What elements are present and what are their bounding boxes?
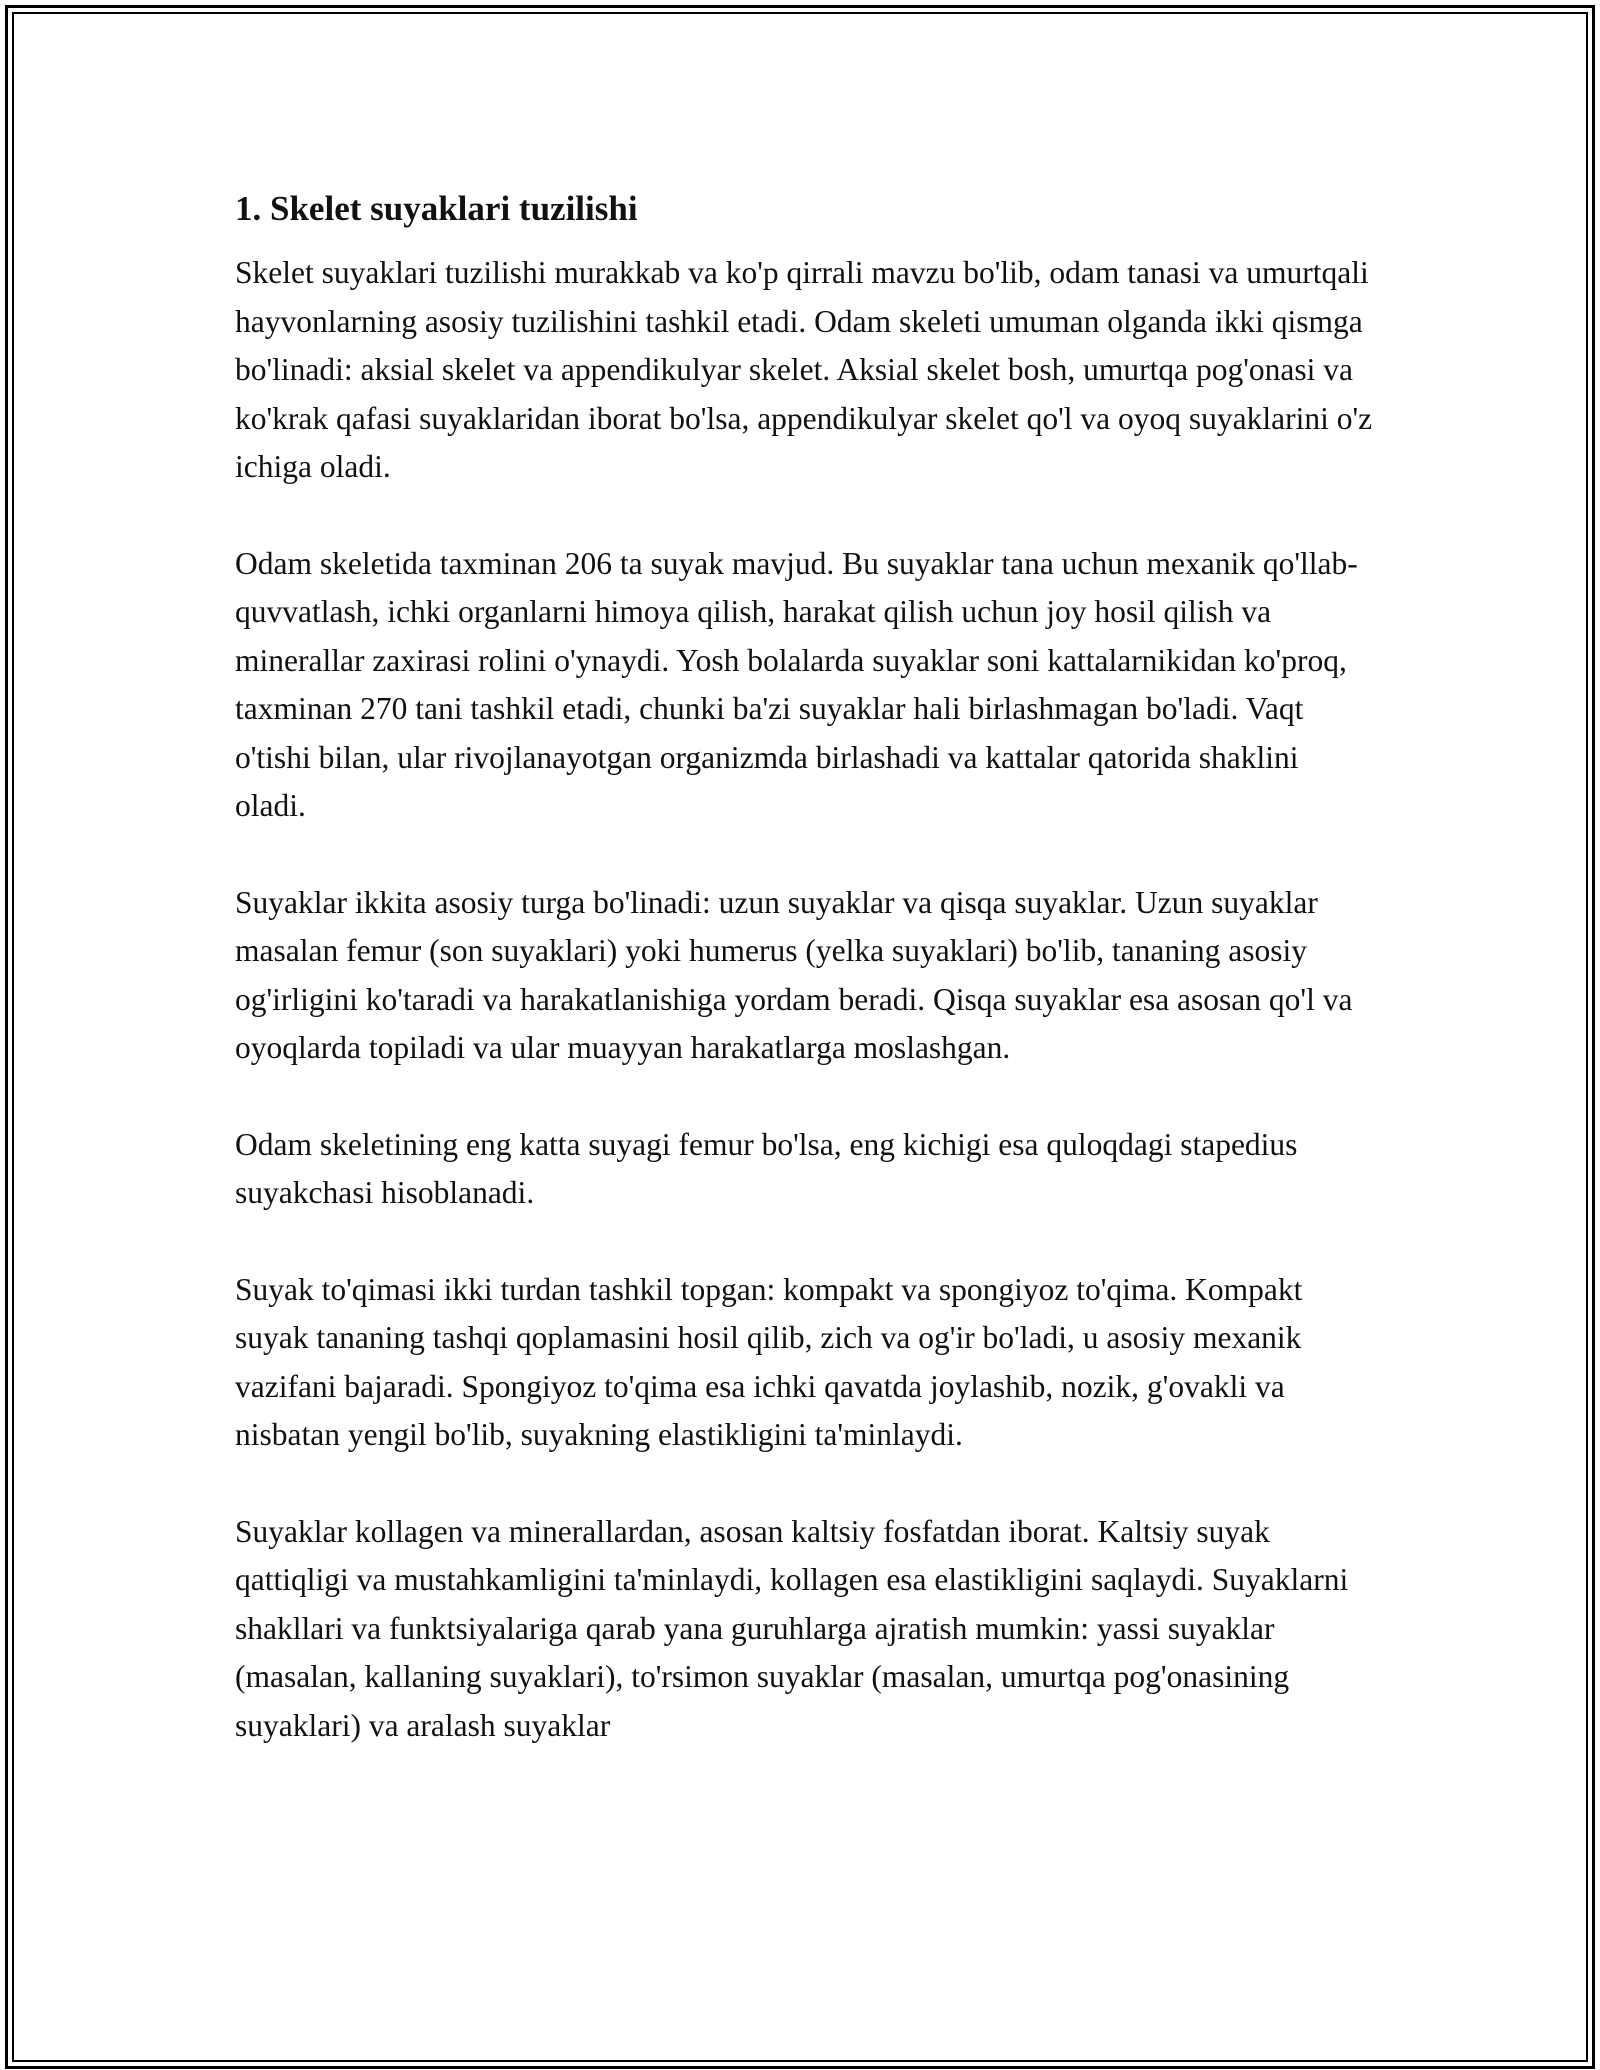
paragraph-3: Suyaklar ikkita asosiy turga bo'linadi: uzun suyaklar va qisqa suyaklar. Uzun suyaklar masalan femur (son suyaklari) yoki humerus (yelka suyaklari) bo'lib, tananing asosiy og'irligini ko'taradi va harakatlanishiga yordam beradi. Qisqa suyaklar esa asosan qo'l va oyoqlarda topiladi va ular muayyan harakatlarga moslashgan. bbox=[235, 884, 1353, 1065]
document-body bbox=[235, 185, 1375, 1798]
paragraph-1: Skelet suyaklari tuzilishi murakkab va ko'p qirrali mavzu bo'lib, odam tanasi va umurtqali hayvonlarning asosiy tuzilishini tashkil etadi. Odam skeleti umuman olganda ikki qismga bo'linadi: aksial skelet va appendikulyar skelet. Aksial skelet bosh, umurtqa pog'onasi va ko'krak qafasi suyaklaridan iborat bo'lsa, appendikulyar skelet qo'l va oyoq suyaklarini o'z ichiga oladi. bbox=[235, 255, 1373, 484]
paragraph-4: Odam skeletining eng katta suyagi femur bo'lsa, eng kichigi esa quloqdagi stapedius suyakchasi hisoblanadi. bbox=[235, 1126, 1298, 1210]
paragraph-5: Suyak to'qimasi ikki turdan tashkil topgan: kompakt va spongiyoz to'qima. Kompakt suyak tananing tashqi qoplamasini hosil qilib, zich va og'ir bo'ladi, u asosiy mexanik vazifani bajaradi. Spongiyoz to'qima esa ichki qavatda joylashib, nozik, g'ovakli va nisbatan yengil bo'lib, suyakning elastikligini ta'minlaydi. bbox=[235, 1271, 1303, 1452]
paragraph-6: Suyaklar kollagen va minerallardan, asosan kaltsiy fosfatdan iborat. Kaltsiy suyak qattiqligi va mustahkamligini ta'minlaydi, kollagen esa elastikligini saqlaydi. Suyaklarni shakllari va funktsiyalariga qarab yana guruhlarga ajratish mumkin: yassi suyaklar (masalan, kallaning suyaklari), to'rsimon suyaklar (masalan, umurtqa pog'onasining suyaklari) va aralash suyaklar bbox=[235, 1513, 1349, 1743]
paragraph-2: Odam skeletida taxminan 206 ta suyak mavjud. Bu suyaklar tana uchun mexanik qo'llab-quvvatlash, ichki organlarni himoya qilish, harakat qilish uchun joy hosil qilish va minerallar zaxirasi rolini o'ynaydi. Yosh bolalarda suyaklar soni kattalarnikidan ko'proq, taxminan 270 tani tashkil etadi, chunki ba'zi suyaklar hali birlashmagan bo'ladi. Vaqt o'tishi bilan, ular rivojlanayotgan organizmda birlashadi va kattalar qatorida shaklini oladi. bbox=[235, 545, 1358, 823]
section-heading: 1. Skelet suyaklari tuzilishi bbox=[235, 189, 638, 228]
